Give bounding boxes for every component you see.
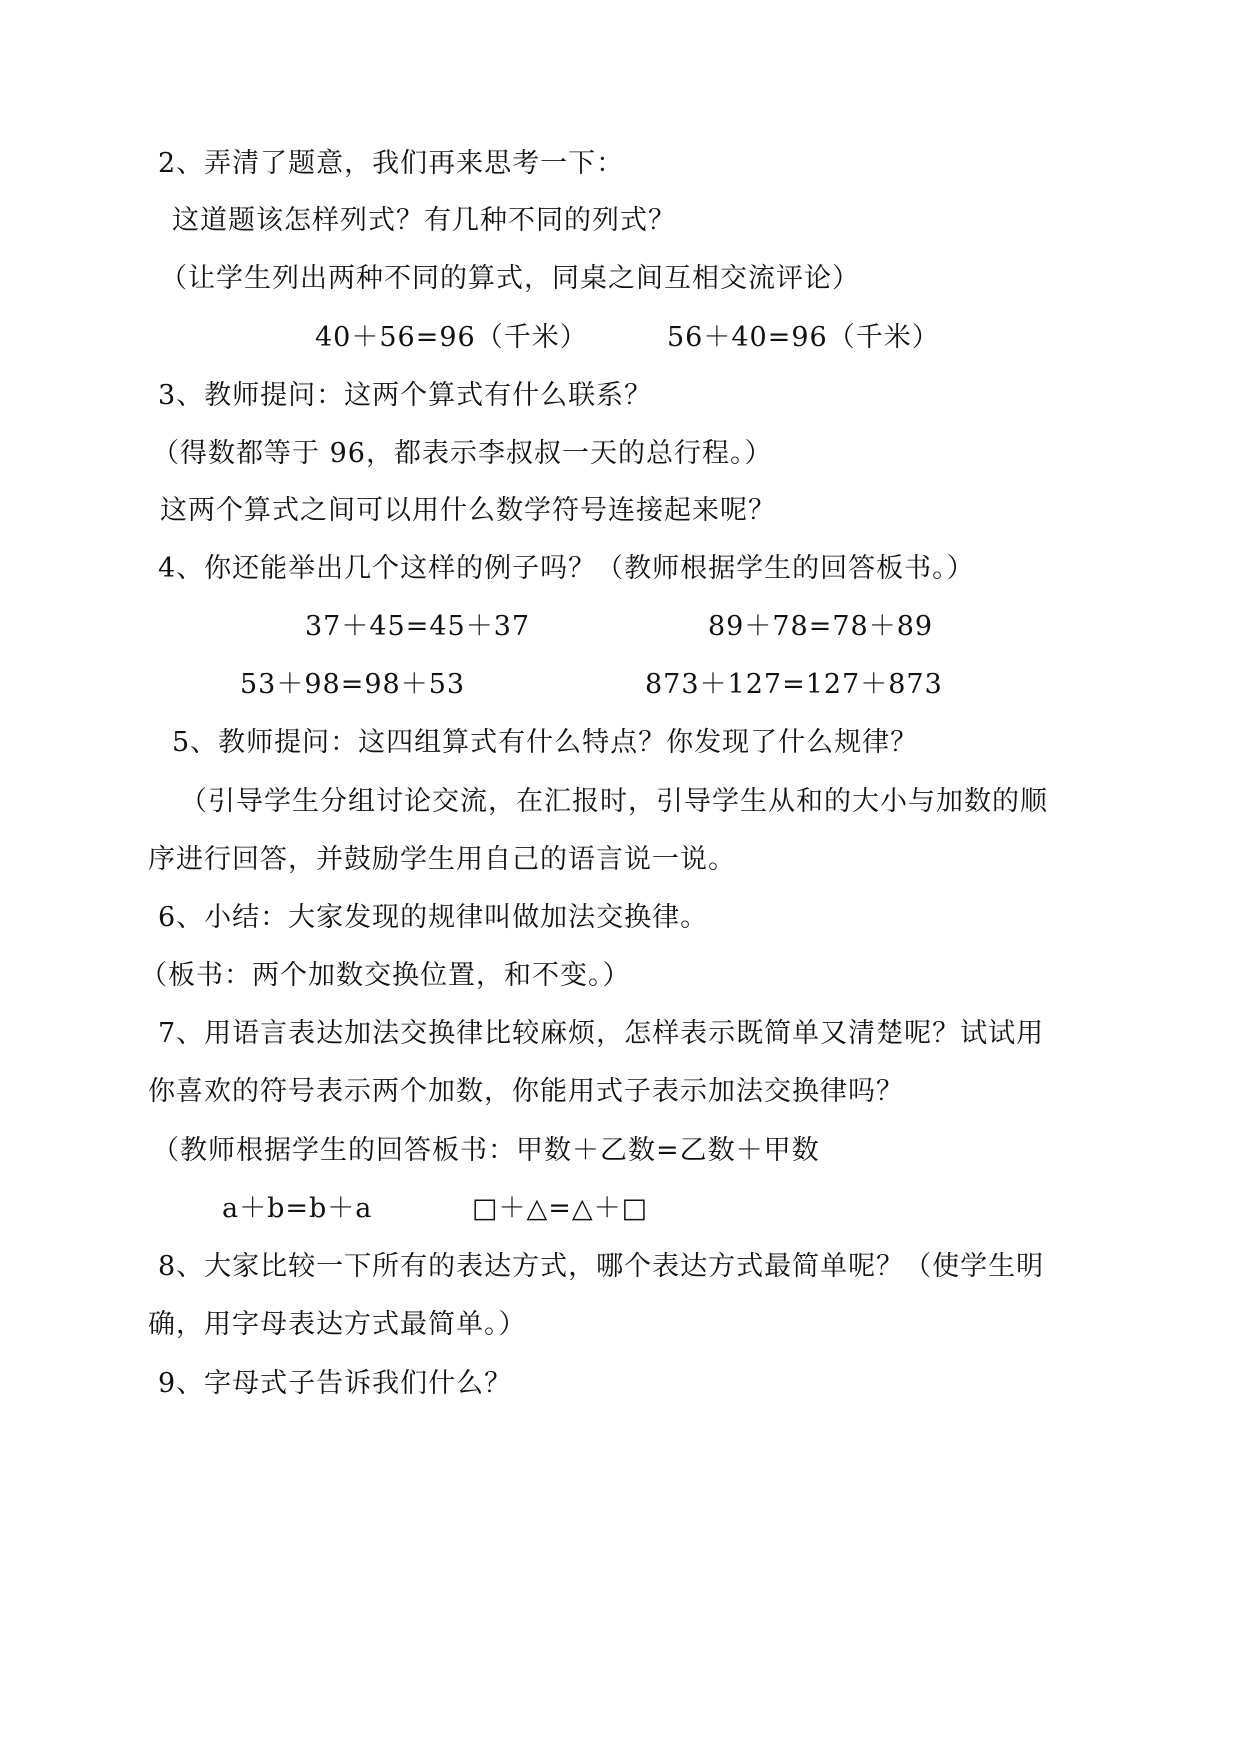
equation: □＋△=△＋□: [472, 1193, 649, 1224]
paragraph-step-6: 6、小结：大家发现的规律叫做加法交换律。: [158, 902, 709, 933]
paragraph-step-2: 2、弄清了题意，我们再来思考一下：: [158, 148, 625, 179]
paragraph-guide: （引导学生分组讨论交流，在汇报时，引导学生从和的大小与加数的顺: [180, 786, 1048, 817]
paragraph-board: （教师根据学生的回答板书：甲数＋乙数=乙数＋甲数: [152, 1135, 820, 1166]
equation: 40＋56=96（千米）: [315, 322, 588, 353]
paragraph-question: 这两个算式之间可以用什么数学符号连接起来呢？: [160, 495, 776, 526]
paragraph-answer: （得数都等于 96，都表示李叔叔一天的总行程。）: [152, 438, 773, 469]
equation: 53＋98=98＋53: [240, 669, 466, 700]
equation: 56＋40=96（千米）: [667, 322, 940, 353]
paragraph-step-8-cont: 确，用字母表达方式最简单。）: [148, 1309, 527, 1340]
paragraph-question: 这道题该怎样列式？有几种不同的列式？: [172, 205, 676, 236]
paragraph-step-8: 8、大家比较一下所有的表达方式，哪个表达方式最简单呢？（使学生明: [158, 1251, 1045, 1282]
paragraph-note: （让学生列出两种不同的算式，同桌之间互相交流评论）: [160, 263, 860, 294]
paragraph-step-5: 5、教师提问：这四组算式有什么特点？你发现了什么规律？: [172, 727, 919, 758]
paragraph-guide-cont: 序进行回答，并鼓励学生用自己的语言说一说。: [148, 844, 736, 875]
equation: 873＋127=127＋873: [645, 669, 943, 700]
equation: a＋b=b＋a: [222, 1193, 373, 1224]
paragraph-board: （板书：两个加数交换位置，和不变。）: [140, 960, 631, 991]
paragraph-step-4: 4、你还能举出几个这样的例子吗？（教师根据学生的回答板书。）: [158, 553, 975, 584]
equation: 37＋45=45＋37: [305, 611, 531, 642]
paragraph-step-3: 3、教师提问：这两个算式有什么联系？: [158, 380, 653, 411]
paragraph-step-7: 7、用语言表达加法交换律比较麻烦，怎样表示既简单又清楚呢？试试用: [158, 1018, 1045, 1049]
paragraph-step-7-cont: 你喜欢的符号表示两个加数，你能用式子表示加法交换律吗？: [148, 1076, 904, 1107]
equation: 89＋78=78＋89: [708, 611, 934, 642]
paragraph-step-9: 9、字母式子告诉我们什么？: [158, 1368, 513, 1399]
